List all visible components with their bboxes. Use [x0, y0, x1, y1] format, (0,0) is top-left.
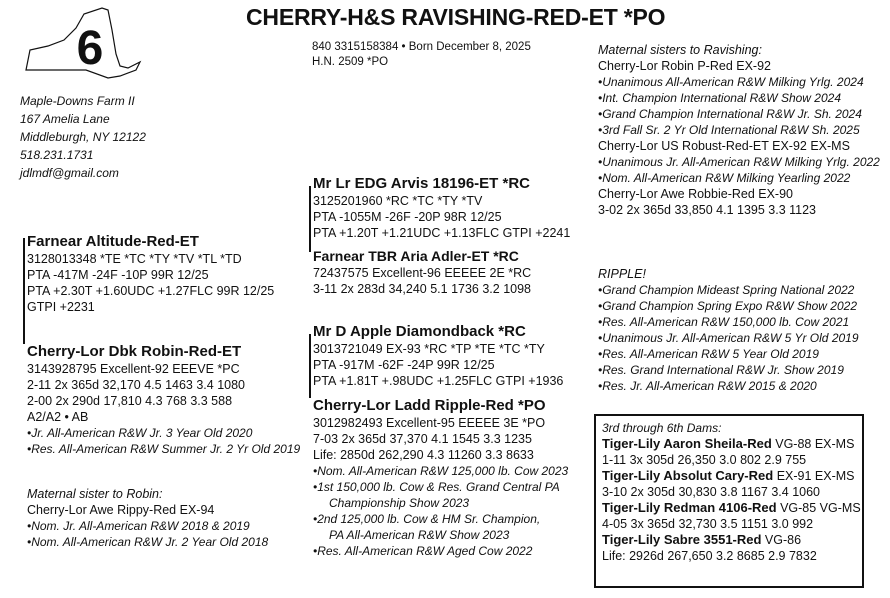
award-line: •Unanimous Jr. All-American R&W Milking Yrlg. 2022 [598, 155, 880, 169]
sister-name: Cherry-Lor Awe Rippy-Red EX-94 [27, 503, 215, 517]
production-record: 1-11 3x 305d 26,350 3.0 802 2.9 755 [602, 453, 807, 467]
ancestry-box [594, 414, 864, 588]
dam-block [27, 342, 300, 457]
pedigree-line: 3012982493 Excellent-95 EEEEE 3E *PO [313, 416, 546, 430]
pedigree-line: 3128013348 *TE *TC *TY *TV *TL *TD [27, 252, 242, 266]
farm-city: Middleburgh, NY 12122 [20, 130, 146, 144]
ancestor-grade: VG-85 VG-MS [780, 501, 861, 515]
production-record: 3-10 2x 305d 30,830 3.8 1167 3.4 1060 [602, 485, 821, 499]
award-line: •Grand Champion International R&W Jr. Sh. 2024 [598, 107, 862, 121]
consignor-info [20, 92, 146, 182]
award-line: •Grand Champion Spring Expo R&W Show 2022 [598, 299, 858, 313]
ancestor-name: Tiger-Lily Absolut Cary-Red [602, 468, 774, 483]
award-line: •1st 150,000 lb. Cow & Res. Grand Central PA [313, 480, 560, 494]
new-york-state-icon [24, 4, 142, 86]
award-line: •Unanimous Jr. All-American R&W 5 Yr Old 2019 [598, 331, 859, 345]
award-line: •3rd Fall Sr. 2 Yr Old International R&W Sh. 2025 [598, 123, 860, 137]
ancestor-grade: VG-86 [764, 533, 802, 547]
registration-info [312, 40, 531, 70]
award-line: •Jr. All-American R&W Jr. 3 Year Old 2020 [27, 426, 253, 440]
award-line: •Res. Grand International R&W Jr. Show 2019 [598, 363, 844, 377]
registration-line: 840 3315158384 • Born December 8, 2025 [312, 41, 531, 53]
production-record: Life: 2926d 267,650 3.2 8685 2.9 7832 [602, 549, 817, 563]
pedigree-line: 3143928795 Excellent-92 EEEVE *PC [27, 362, 240, 376]
dam-dam-block [313, 396, 568, 559]
sire-name: Farnear Altitude-Red-ET [27, 233, 199, 250]
dam-sire-name: Mr D Apple Diamondback *RC [313, 323, 526, 340]
award-line: •Nom. All-American R&W 125,000 lb. Cow 2023 [313, 464, 569, 478]
award-line: •Res. All-American R&W 150,000 lb. Cow 2021 [598, 315, 850, 329]
section-header: 3rd through 6th Dams: [602, 421, 722, 435]
lot-number-badge [24, 4, 142, 86]
pedigree-line: PTA -917M -62F -24P 99R 12/25 [313, 358, 495, 372]
sire-block [27, 232, 274, 315]
pedigree-line: 2-00 2x 290d 17,810 4.3 768 3.3 588 [27, 394, 233, 408]
dam-name: Cherry-Lor Dbk Robin-Red-ET [27, 343, 242, 360]
sire-dam-name: Farnear TBR Aria Adler-ET *RC [313, 248, 519, 264]
award-line: •Res. All-American R&W 5 Year Old 2019 [598, 347, 819, 361]
award-line: •Nom. All-American R&W Milking Yearling 2022 [598, 171, 851, 185]
ancestor-grade: EX-91 EX-MS [776, 469, 855, 483]
robin-sister-block [27, 486, 268, 550]
sister-name: Cherry-Lor Awe Robbie-Red EX-90 [598, 187, 794, 201]
pedigree-line: 3013721049 EX-93 *RC *TP *TE *TC *TY [313, 342, 545, 356]
pedigree-line: 3-11 2x 283d 34,240 5.1 1736 3.2 1098 [313, 282, 532, 296]
sire-sire-name: Mr Lr EDG Arvis 18196-ET *RC [313, 175, 531, 192]
award-line: •Nom. Jr. All-American R&W 2018 & 2019 [27, 519, 250, 533]
section-header: Maternal sister to Robin: [27, 487, 163, 501]
award-line: •Int. Champion International R&W Show 2024 [598, 91, 841, 105]
ravishing-sisters-block [598, 42, 880, 218]
pedigree-line: 72437575 Excellent-96 EEEEE 2E *RC [313, 266, 532, 280]
ancestor-name: Tiger-Lily Sabre 3551-Red [602, 532, 762, 547]
pedigree-line: 7-03 2x 365d 37,370 4.1 1545 3.3 1235 [313, 432, 532, 446]
registration-line: H.N. 2509 *PO [312, 56, 389, 68]
pedigree-line: 3125201960 *RC *TC *TY *TV [313, 194, 483, 208]
ancestor-name: Tiger-Lily Aaron Sheila-Red [602, 436, 772, 451]
sire-sire-block [313, 174, 570, 241]
sister-name: Cherry-Lor Robin P-Red EX-92 [598, 59, 771, 73]
award-line: •Res. All-American R&W Aged Cow 2022 [313, 544, 533, 558]
award-line: •Unanimous All-American R&W Milking Yrlg. 2024 [598, 75, 864, 89]
section-header: RIPPLE! [598, 267, 646, 281]
production-record: 3-02 2x 365d 33,850 4.1 1395 3.3 1123 [598, 203, 817, 217]
pedigree-line: PTA +1.81T +.98UDC +1.25FLC GTPI +1936 [313, 374, 564, 388]
pedigree-line: 2-11 2x 365d 32,170 4.5 1463 3.4 1080 [27, 378, 246, 392]
award-line: Championship Show 2023 [329, 496, 470, 510]
award-line: •2nd 125,000 lb. Cow & HM Sr. Champion, [313, 512, 541, 526]
award-line: •Grand Champion Mideast Spring National 2022 [598, 283, 855, 297]
award-line: •Res. All-American R&W Summer Jr. 2 Yr Old 2019 [27, 442, 301, 456]
farm-email: jdlmdf@gmail.com [20, 166, 119, 180]
pedigree-line: PTA +2.30T +1.60UDC +1.27FLC 99R 12/25 [27, 284, 275, 298]
farm-phone: 518.231.1731 [20, 148, 94, 162]
pedigree-line: PTA -417M -24F -10P 99R 12/25 [27, 268, 209, 282]
farm-street: 167 Amelia Lane [20, 112, 110, 126]
farm-name: Maple-Downs Farm II [20, 94, 135, 108]
award-line: •Res. Jr. All-American R&W 2015 & 2020 [598, 379, 817, 393]
page-title: CHERRY-H&S RAVISHING-RED-ET *PO [246, 4, 666, 30]
pedigree-line: PTA -1055M -26F -20P 98R 12/25 [313, 210, 502, 224]
ripple-block [598, 266, 859, 394]
production-record: 4-05 3x 365d 32,730 3.5 1151 3.0 992 [602, 517, 814, 531]
award-line: •Nom. All-American R&W Jr. 2 Year Old 2018 [27, 535, 269, 549]
dam-sire-block [313, 322, 563, 389]
sire-dam-block [313, 247, 531, 297]
lot-number: 6 [76, 22, 104, 75]
pedigree-line: GTPI +2231 [27, 300, 95, 314]
award-line: PA All-American R&W Show 2023 [329, 528, 510, 542]
ancestor-name: Tiger-Lily Redman 4106-Red [602, 500, 777, 515]
dam-dam-name: Cherry-Lor Ladd Ripple-Red *PO [313, 397, 546, 414]
pedigree-line: Life: 2850d 262,290 4.3 11260 3.3 8633 [313, 448, 534, 462]
section-header: Maternal sisters to Ravishing: [598, 43, 762, 57]
pedigree-line: PTA +1.20T +1.21UDC +1.13FLC GTPI +2241 [313, 226, 571, 240]
ancestor-grade: VG-88 EX-MS [775, 437, 855, 451]
sister-name: Cherry-Lor US Robust-Red-ET EX-92 EX-MS [598, 139, 850, 153]
pedigree-line: A2/A2 • AB [27, 410, 89, 424]
